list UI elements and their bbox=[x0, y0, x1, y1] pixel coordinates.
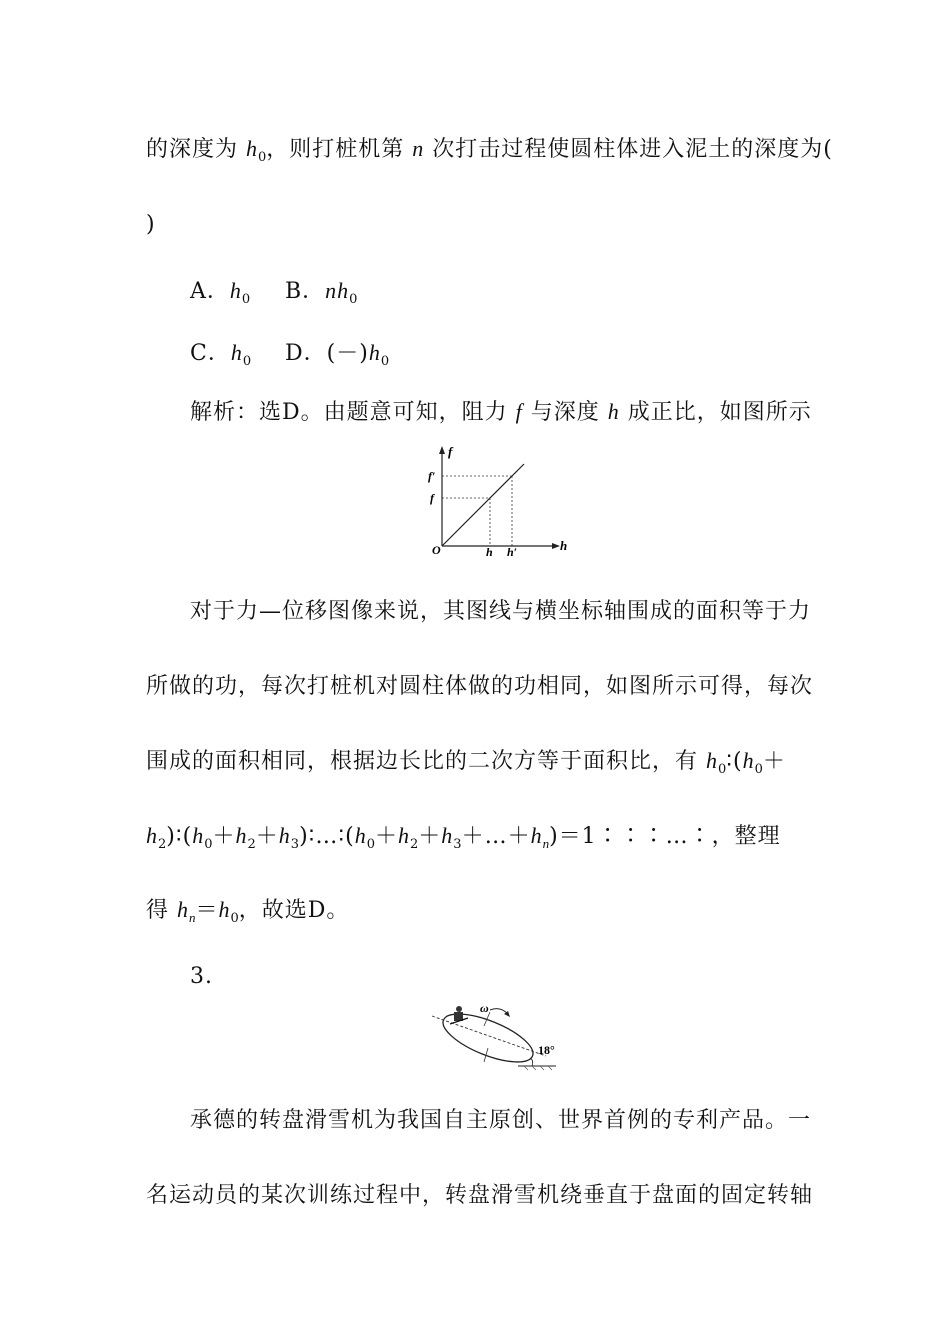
option-label: C． bbox=[190, 341, 231, 366]
var-h: h bbox=[607, 399, 620, 424]
paragraph-line bbox=[146, 895, 349, 934]
text-fragment: ＋ bbox=[212, 824, 236, 849]
text-fragment: ∶( bbox=[726, 749, 743, 774]
option-label: D．(－) bbox=[285, 341, 369, 366]
text-fragment: 所做的功，每次打桩机对圆柱体做的功相同，如图所示可得，每次 bbox=[146, 674, 814, 699]
f-axis-arrow bbox=[439, 446, 445, 454]
subscript: 2 bbox=[409, 837, 419, 852]
text-fragment: 与深度 bbox=[522, 400, 608, 425]
subscript: 0 bbox=[380, 354, 390, 369]
angle-label: 18° bbox=[538, 1043, 555, 1057]
text-fragment: 的深度为 bbox=[146, 137, 246, 162]
var-h: h bbox=[218, 897, 231, 922]
text-fragment: ，则打桩机第 bbox=[266, 137, 413, 162]
f-label: f bbox=[430, 491, 434, 505]
option-c bbox=[190, 338, 251, 377]
option-label: A． bbox=[190, 279, 230, 304]
subscript: 0 bbox=[242, 354, 252, 369]
subscript: 2 bbox=[247, 837, 256, 852]
text-fragment: 名运动员的某次训练过程中，转盘滑雪机绕垂直于盘面的固定转轴 bbox=[146, 1183, 814, 1208]
option-label: B． bbox=[285, 279, 326, 304]
var-h: h bbox=[354, 823, 367, 848]
subscript: 0 bbox=[754, 762, 763, 777]
var-h: h bbox=[246, 136, 258, 161]
text-fragment: 承德的转盘滑雪机为我国自主原创、世界首例的专利产品。一 bbox=[190, 1108, 812, 1133]
text-fragment: )∶( bbox=[166, 824, 193, 849]
hatch bbox=[548, 1066, 552, 1070]
var-h: h bbox=[397, 823, 410, 848]
hatch bbox=[540, 1066, 544, 1070]
option-b bbox=[285, 276, 357, 315]
subscript: 2 bbox=[158, 837, 167, 852]
paragraph-line bbox=[146, 746, 786, 785]
subscript: 0 bbox=[349, 292, 358, 307]
option-a bbox=[190, 276, 250, 315]
var-h: h bbox=[229, 278, 242, 303]
question-number bbox=[190, 962, 213, 992]
question-text-line bbox=[146, 210, 156, 240]
text-fragment: ＋ bbox=[374, 824, 398, 849]
paragraph-line bbox=[190, 597, 811, 627]
subscript: 0 bbox=[204, 837, 213, 852]
subscript: 3 bbox=[453, 837, 462, 852]
question-text-line bbox=[190, 1106, 811, 1136]
text-fragment: ＋ bbox=[762, 749, 786, 774]
text-fragment: 3. bbox=[190, 964, 213, 989]
text-fragment: 解析：选D。由题意可知，阻力 bbox=[190, 400, 516, 425]
text-fragment: ，故选D。 bbox=[238, 898, 350, 923]
hatch bbox=[524, 1066, 528, 1070]
ski-turntable-figure bbox=[428, 1002, 568, 1074]
h-axis-arrow bbox=[552, 543, 560, 549]
option-d bbox=[285, 338, 389, 377]
subscript: n bbox=[189, 910, 196, 925]
var-n: n bbox=[325, 278, 338, 303]
paragraph-line bbox=[146, 672, 813, 702]
var-h: h bbox=[742, 748, 755, 773]
var-f: f bbox=[515, 399, 523, 424]
analysis-line bbox=[190, 397, 812, 428]
h-prime-label: h′ bbox=[507, 545, 518, 559]
subscript: 3 bbox=[290, 837, 300, 852]
f-axis-label: f bbox=[448, 444, 453, 459]
h-label: h bbox=[486, 545, 493, 559]
axis-dashed-line bbox=[432, 1016, 546, 1056]
h-axis-label: h bbox=[560, 538, 568, 553]
subscript: 0 bbox=[718, 762, 727, 777]
text-fragment: 成正比，如图所示 bbox=[619, 400, 812, 425]
text-fragment: ＝ bbox=[195, 898, 219, 923]
f-prime-label: f′ bbox=[428, 469, 436, 483]
question-text-line bbox=[146, 134, 833, 173]
omega-label: ω bbox=[480, 1002, 489, 1015]
var-h: h bbox=[706, 748, 718, 773]
subscript: 0 bbox=[230, 911, 239, 926]
var-h: h bbox=[441, 823, 454, 848]
subscript: 0 bbox=[241, 292, 251, 307]
subscript: 0 bbox=[258, 150, 267, 165]
force-depth-graph bbox=[420, 440, 580, 562]
text-fragment: 对于力—位移图像来说，其图线与横坐标轴围成的面积等于力 bbox=[190, 599, 812, 624]
text-fragment: )＝1∶∶∶…∶，整理 bbox=[549, 824, 781, 849]
var-h: h bbox=[530, 823, 543, 848]
text-fragment: ＋ bbox=[418, 824, 442, 849]
text-fragment: )∶…∶( bbox=[299, 824, 355, 849]
var-h: h bbox=[192, 823, 205, 848]
var-h: h bbox=[230, 340, 243, 365]
paragraph-line bbox=[146, 821, 781, 860]
origin-label: O bbox=[432, 543, 441, 557]
var-h: h bbox=[337, 278, 350, 303]
text-fragment: ) bbox=[146, 212, 156, 237]
var-n: n bbox=[412, 136, 425, 161]
hatch bbox=[532, 1066, 536, 1070]
subscript: n bbox=[542, 836, 550, 851]
text-fragment: ＋…＋ bbox=[461, 824, 531, 849]
text-fragment: ＋ bbox=[255, 824, 279, 849]
var-h: h bbox=[177, 897, 189, 922]
var-h: h bbox=[278, 823, 291, 848]
subscript: 0 bbox=[366, 837, 375, 852]
question-text-line bbox=[146, 1181, 813, 1211]
var-h: h bbox=[235, 823, 248, 848]
text-fragment: 围成的面积相同，根据边长比的二次方等于面积比，有 bbox=[146, 749, 706, 774]
text-fragment: 次打击过程使圆柱体进入泥土的深度为( bbox=[424, 137, 833, 162]
text-fragment: 得 bbox=[146, 898, 177, 923]
var-h: h bbox=[146, 823, 158, 848]
var-h: h bbox=[368, 340, 381, 365]
